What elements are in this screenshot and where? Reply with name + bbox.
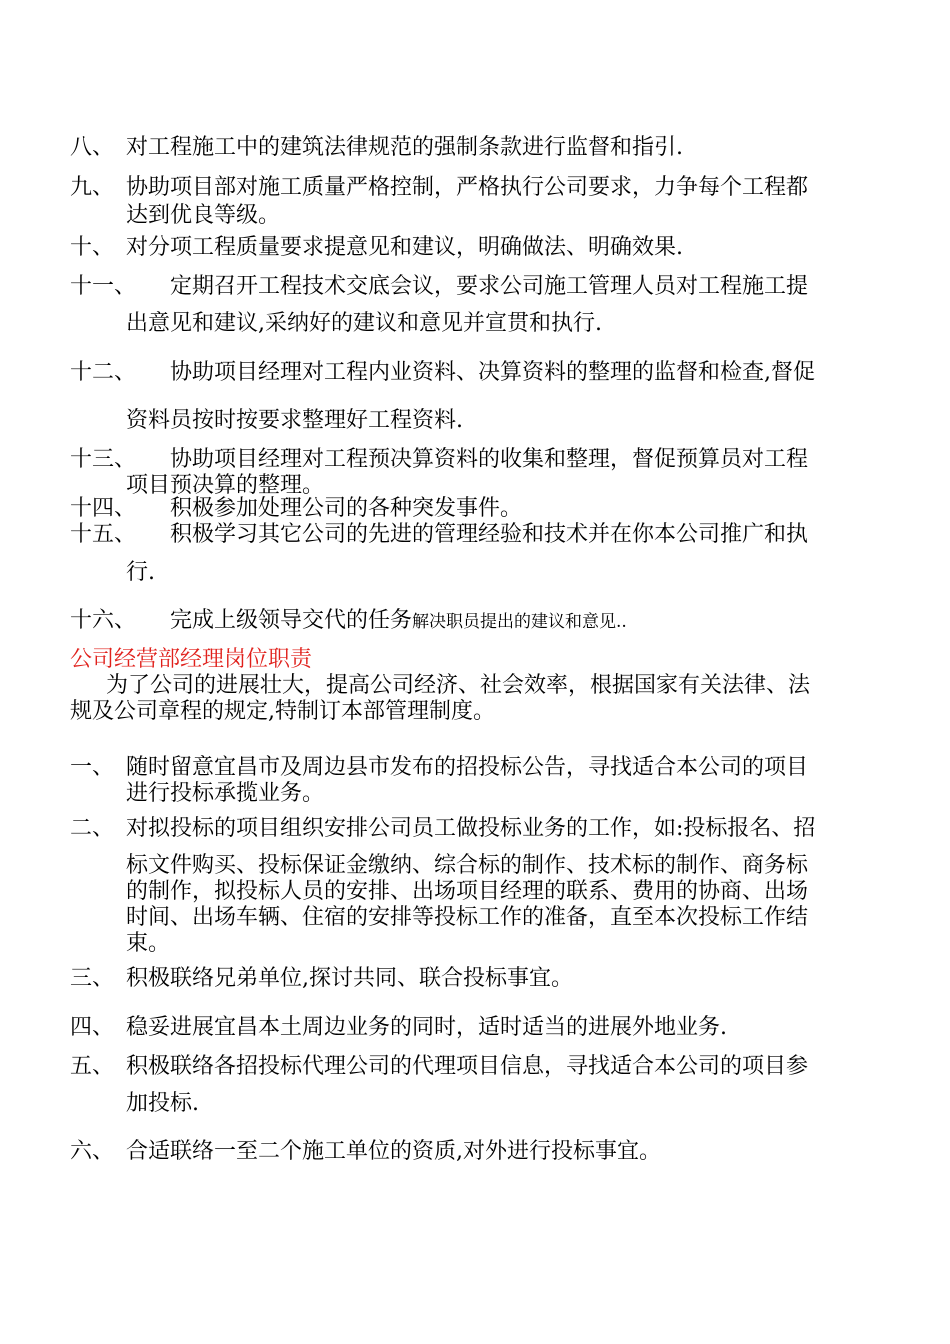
item-number: 九、: [70, 175, 115, 200]
intro-text-continued: 规及公司章程的规定,特制订本部管理制度。: [70, 699, 495, 724]
item-text-continued: 资料员按时按要求整理好工程资料.: [126, 408, 463, 433]
item-text: 对工程施工中的建筑法律规范的强制条款进行监督和指引.: [126, 135, 683, 160]
item-text-continued: 加投标.: [126, 1091, 199, 1116]
item-number: 十二、: [70, 360, 137, 385]
item-number: 十六、: [70, 608, 137, 633]
item-number: 四、: [70, 1015, 115, 1040]
item-text-continued: 达到优良等级。: [126, 203, 281, 228]
item-text: [170, 606, 627, 637]
item-number: 十、: [70, 235, 115, 260]
item-number: 二、: [70, 816, 115, 841]
item-text: 对拟投标的项目组织安排公司员工做投标业务的工作，如:投标报名、招: [126, 816, 816, 841]
item-text-continued: 行.: [126, 560, 155, 585]
item-text: 对分项工程质量要求提意见和建议，明确做法、明确效果.: [126, 235, 683, 260]
item-text: 积极参加处理公司的各种突发事件。: [170, 496, 523, 521]
item-text-continued: 的制作，拟投标人员的安排、出场项目经理的联系、费用的协商、出场: [126, 879, 809, 904]
item-text: 协助项目经理对工程内业资料、决算资料的整理的监督和检查,督促: [170, 360, 815, 385]
item-text-continued: 束。: [126, 931, 171, 956]
item-text-main: 完成上级领导交代的任务: [170, 608, 413, 633]
item-text: 合适联络一至二个施工单位的资质,对外进行投标事宜。: [126, 1139, 661, 1164]
item-text-continued: 出意见和建议,采纳好的建议和意见并宣贯和执行.: [126, 311, 602, 336]
item-number: 五、: [70, 1054, 115, 1079]
item-number: 十五、: [70, 522, 137, 547]
section-heading: 公司经营部经理岗位职责: [70, 647, 313, 672]
item-number: 八、: [70, 135, 115, 160]
item-text: 稳妥进展宜昌本土周边业务的同时，适时适当的进展外地业务.: [126, 1015, 727, 1040]
intro-text: 为了公司的进展壮大，提高公司经济、社会效率，根据国家有关法律、法: [106, 673, 811, 698]
item-text: 协助项目部对施工质量严格控制，严格执行公司要求，力争每个工程都: [126, 175, 809, 200]
item-text: 协助项目经理对工程预决算资料的收集和整理，督促预算员对工程: [170, 447, 809, 472]
item-text: 积极联络兄弟单位,探讨共同、联合投标事宜。: [126, 966, 573, 991]
item-text-continued: 项目预决算的整理。: [126, 473, 325, 498]
item-number: 十一、: [70, 274, 137, 299]
item-number: 十四、: [70, 496, 137, 521]
item-text: 定期召开工程技术交底会议，要求公司施工管理人员对工程施工提: [170, 274, 809, 299]
item-number: 一、: [70, 755, 115, 780]
item-text: 积极联络各招投标代理公司的代理项目信息，寻找适合本公司的项目参: [126, 1054, 809, 1079]
item-number: 六、: [70, 1139, 115, 1164]
item-text-continued: 时间、出场车辆、住宿的安排等投标工作的准备，直至本次投标工作结: [126, 905, 809, 930]
item-number: 三、: [70, 966, 115, 991]
item-text-small: 解决职员提出的建议和意见..: [412, 612, 627, 632]
item-text: 积极学习其它公司的先进的管理经验和技术并在你本公司推广和执: [170, 522, 809, 547]
item-text-continued: 标文件购买、投标保证金缴纳、综合标的制作、技术标的制作、商务标: [126, 853, 809, 878]
item-text: 随时留意宜昌市及周边县市发布的招投标公告，寻找适合本公司的项目: [126, 755, 809, 780]
item-text-continued: 进行投标承揽业务。: [126, 781, 325, 806]
item-number: 十三、: [70, 447, 137, 472]
